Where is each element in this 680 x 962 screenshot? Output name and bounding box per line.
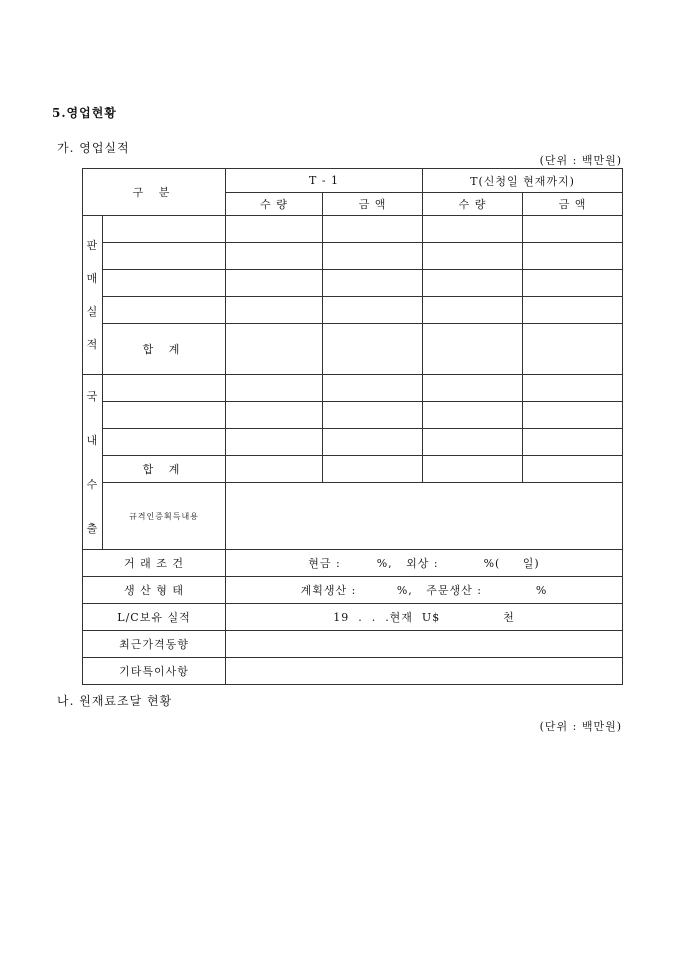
header-period-current: T(신청일 현재까지) — [423, 169, 623, 193]
header-period-prev: T - 1 — [226, 169, 423, 193]
header-amount-current: 금 액 — [523, 193, 623, 216]
subsection-title-sales: 가. 영업실적 — [57, 141, 130, 155]
certification-value — [226, 483, 623, 550]
domestic-sales-label: 판 매 실 적 — [83, 216, 103, 375]
header-qty-current: 수 량 — [423, 193, 523, 216]
header-qty-prev: 수 량 — [226, 193, 323, 216]
subsection-title-materials: 나. 원재료조달 현황 — [57, 694, 173, 708]
unit-label-sales: (단위 : 백만원) — [539, 154, 622, 167]
lc-record-value: 19 . . .현재 U$ 천 — [226, 604, 623, 631]
table-cell — [103, 270, 226, 297]
export-total-label: 합 계 — [103, 456, 226, 483]
section-heading: 5.영업현황 — [52, 106, 117, 120]
production-type-value: 계획생산 : %, 주문생산 : % — [226, 577, 623, 604]
table-cell — [103, 216, 226, 243]
table-cell — [103, 375, 226, 402]
table-cell — [103, 243, 226, 270]
lc-record-label: L/C보유 실적 — [83, 604, 226, 631]
header-amount-prev: 금 액 — [323, 193, 423, 216]
trade-terms-label: 거 래 조 건 — [83, 550, 226, 577]
domestic-total-label: 합 계 — [103, 324, 226, 375]
trade-terms-value: 현금 : %, 외상 : %( 일) — [226, 550, 623, 577]
other-notes-value — [226, 658, 623, 685]
production-type-label: 생 산 형 태 — [83, 577, 226, 604]
certification-label: 규격인증획득내용 — [103, 483, 226, 550]
table-cell — [103, 297, 226, 324]
unit-label-materials: (단위 : 백만원) — [539, 720, 622, 733]
table-cell — [103, 429, 226, 456]
other-notes-label: 기타특이사항 — [83, 658, 226, 685]
header-category: 구 분 — [83, 169, 226, 216]
price-trend-label: 최근가격동향 — [83, 631, 226, 658]
sales-table — [82, 168, 623, 685]
price-trend-value — [226, 631, 623, 658]
table-cell — [103, 402, 226, 429]
export-label: 국 내 수 출 — [83, 375, 103, 550]
